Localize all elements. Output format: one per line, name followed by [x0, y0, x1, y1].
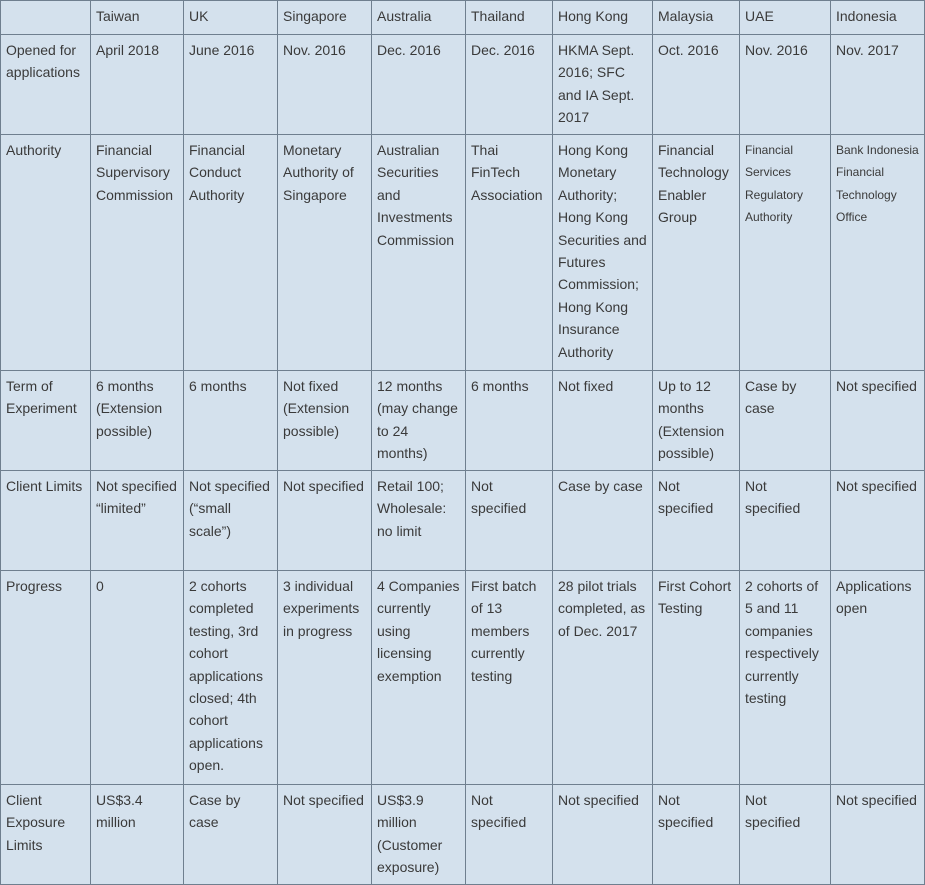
table-cell: Not fixed (Extension possible) [278, 371, 372, 471]
table-cell: Hong Kong Monetary Authority; Hong Kong Securities and Futures Commission; Hong Kong Insurance Authority [553, 135, 653, 371]
header-cell-singapore: Singapore [278, 1, 372, 35]
row-label: Progress [1, 571, 91, 785]
table-cell: Oct. 2016 [653, 35, 740, 135]
row-label: Client Exposure Limits [1, 785, 91, 885]
table-cell: Retail 100; Wholesale: no limit [372, 471, 466, 571]
table-row-progress [1, 571, 925, 785]
header-cell-australia: Australia [372, 1, 466, 35]
table-cell: Not specified [278, 471, 372, 571]
table-cell: Dec. 2016 [372, 35, 466, 135]
header-cell-uae: UAE [740, 1, 831, 35]
table-cell: June 2016 [184, 35, 278, 135]
table-cell: 6 months [184, 371, 278, 471]
table-header-row [1, 1, 925, 35]
table-cell: 6 months (Extension possible) [91, 371, 184, 471]
header-cell-hong-kong: Hong Kong [553, 1, 653, 35]
table-row-opened-for-applications [1, 35, 925, 135]
table-cell: Australian Securities and Investments Commission [372, 135, 466, 371]
table-row-authority [1, 135, 925, 371]
table-cell: Not specified “limited” [91, 471, 184, 571]
table-cell: Nov. 2016 [740, 35, 831, 135]
table-cell: US$3.9 million (Customer exposure) [372, 785, 466, 885]
row-label: Authority [1, 135, 91, 371]
table-cell: Case by case [184, 785, 278, 885]
row-label: Opened for applications [1, 35, 91, 135]
table-cell: Not specified [553, 785, 653, 885]
row-label: Client Limits [1, 471, 91, 571]
table-cell: HKMA Sept. 2016; SFC and IA Sept. 2017 [553, 35, 653, 135]
table-cell: Not specified (“small scale”) [184, 471, 278, 571]
table-cell: 6 months [466, 371, 553, 471]
table-cell: Not specified [653, 471, 740, 571]
table-cell: Not specified [831, 371, 925, 471]
table-cell: Not specified [466, 785, 553, 885]
table-cell: Nov. 2016 [278, 35, 372, 135]
table-cell: 28 pilot trials completed, as of Dec. 2017 [553, 571, 653, 785]
table-cell: Not specified [740, 471, 831, 571]
table-cell: April 2018 [91, 35, 184, 135]
table-cell: Financial Services Regulatory Authority [740, 135, 831, 371]
table-cell: Financial Supervisory Commission [91, 135, 184, 371]
table-row-client-exposure-limits [1, 785, 925, 885]
table-cell: Not fixed [553, 371, 653, 471]
header-cell-thailand: Thailand [466, 1, 553, 35]
header-cell-uk: UK [184, 1, 278, 35]
table-row-term-of-experiment [1, 371, 925, 471]
table-cell: Not specified [466, 471, 553, 571]
table-cell: Dec. 2016 [466, 35, 553, 135]
table-cell: Financial Technology Enabler Group [653, 135, 740, 371]
table-row-client-limits [1, 471, 925, 571]
table-cell: Not specified [740, 785, 831, 885]
header-cell-indonesia: Indonesia [831, 1, 925, 35]
table-cell: Monetary Authority of Singapore [278, 135, 372, 371]
table-cell: Up to 12 months (Extension possible) [653, 371, 740, 471]
row-label: Term of Experiment [1, 371, 91, 471]
table-cell: 0 [91, 571, 184, 785]
table-cell: 12 months (may change to 24 months) [372, 371, 466, 471]
header-cell-malaysia: Malaysia [653, 1, 740, 35]
header-cell-taiwan: Taiwan [91, 1, 184, 35]
table-cell: Not specified [831, 471, 925, 571]
table-cell: Not specified [831, 785, 925, 885]
table-cell: US$3.4 million [91, 785, 184, 885]
table-cell: Thai FinTech Association [466, 135, 553, 371]
table-cell: 3 individual experiments in progress [278, 571, 372, 785]
table-cell: 2 cohorts of 5 and 11 companies respectively currently testing [740, 571, 831, 785]
header-cell-corner [1, 1, 91, 35]
table-cell: Bank Indonesia Financial Technology Office [831, 135, 925, 371]
table-cell: 4 Companies currently using licensing exemption [372, 571, 466, 785]
table-cell: Applications open [831, 571, 925, 785]
table-cell: Case by case [740, 371, 831, 471]
table-cell: First batch of 13 members currently testing [466, 571, 553, 785]
table-cell: Financial Conduct Authority [184, 135, 278, 371]
table-cell: 2 cohorts completed testing, 3rd cohort applications closed; 4th cohort applications open. [184, 571, 278, 785]
table-cell: First Cohort Testing [653, 571, 740, 785]
table-cell: Nov. 2017 [831, 35, 925, 135]
table-cell: Not specified [653, 785, 740, 885]
table-cell: Not specified [278, 785, 372, 885]
table-cell: Case by case [553, 471, 653, 571]
